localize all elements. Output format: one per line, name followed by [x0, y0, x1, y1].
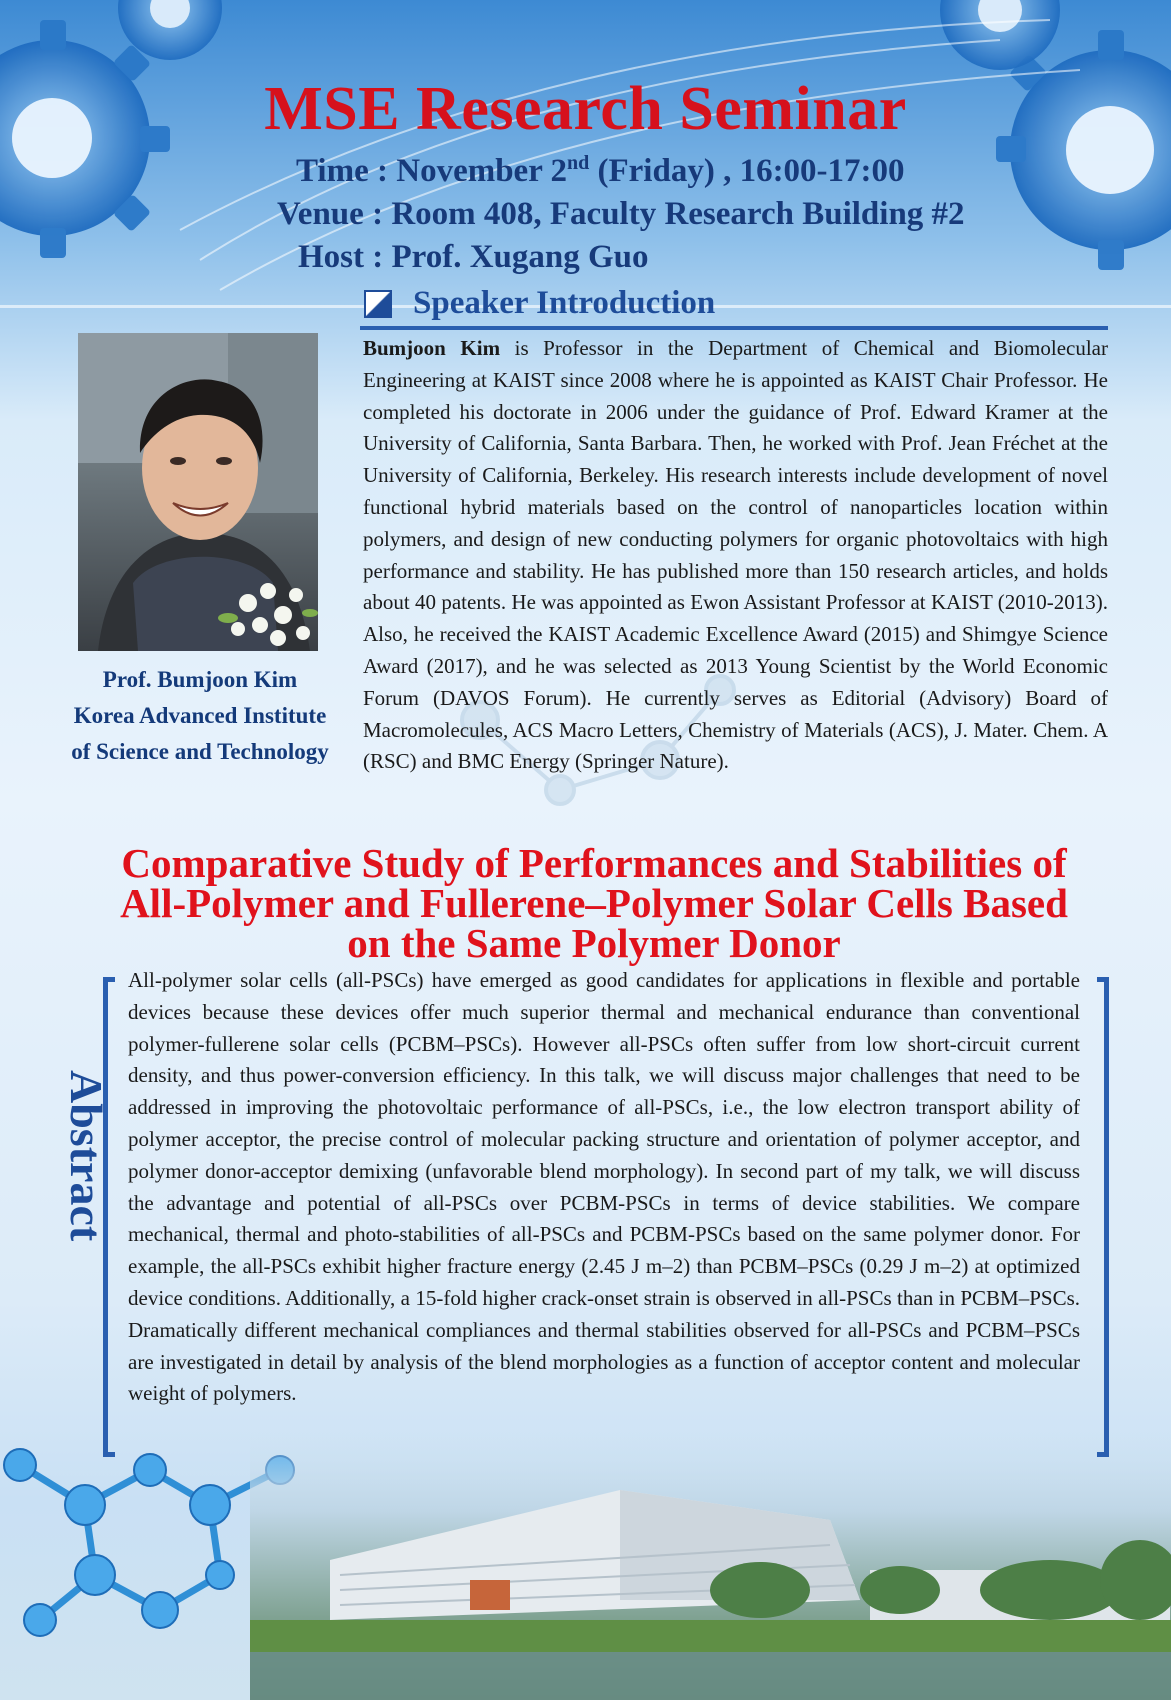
time-line: [296, 152, 905, 190]
talk-title-line2: All-Polymer and Fullerene–Polymer Solar Cells Based: [120, 880, 1068, 926]
host-label: Host: [298, 239, 364, 275]
time-label: Time: [296, 153, 369, 189]
venue-value: Room 408, Faculty Research Building #2: [391, 196, 965, 232]
venue-label: Venue: [277, 196, 364, 232]
time-value-rest: (Friday) , 16:00-17:00: [597, 153, 905, 189]
talk-title-line1: Comparative Study of Performances and Stabilities of: [121, 840, 1067, 886]
abstract-label: Abstract: [61, 1070, 112, 1242]
gear-icon: [996, 30, 1171, 270]
speaker-caption: [40, 662, 360, 770]
bio-name: Bumjoon Kim: [363, 336, 501, 360]
campus-building-image: [250, 1430, 1171, 1700]
speaker-affiliation-line1: Korea Advanced Institute: [73, 703, 327, 728]
talk-title: [80, 840, 1108, 966]
speaker-bio: [363, 333, 1108, 778]
venue-line: [277, 196, 965, 233]
speaker-photo: [78, 333, 318, 651]
right-bracket-decoration: [1097, 977, 1109, 1457]
speaker-affiliation-line2: of Science and Technology: [71, 739, 329, 764]
left-bracket-decoration: [103, 977, 115, 1457]
section-heading-text: Speaker Introduction: [413, 285, 716, 321]
square-bullet-icon: [364, 290, 392, 318]
separator: :: [372, 196, 384, 232]
separator: :: [376, 153, 388, 189]
bio-body: is Professor in the Department of Chemical and Biomolecular Engineering at KAIST since 2008 where he is appointed as KAIST Chair Professor. He completed his doctorate in 2006 under the guidance of Prof. Edward Kramer at the University of California, Santa Barbara. Then, he worked with Prof. Jean Fréchet at the University of California, Berkeley. His research interests include development of novel functional hybrid materials based on the control of nanoparticles location within polymers, and design of new conducting polymers for organic photovoltaics with high performance and stability. He has published more than 150 research articles, and holds about 40 patents. He was appointed as Ewon Assistant Professor at KAIST (2010-2013). Also, he received the KAIST Academic Excellence Award (2015) and Shimgye Science Award (2017), and he was selected as 2013 Young Scientist by the World Economic Forum (DAVOS Forum). He currently serves as Editorial (Advisory) Board of Macromolecules, ACS Macro Letters, Chemistry of Materials (ACS), J. Mater. Chem. A (RSC) and BMC Energy (Springer Nature).: [363, 336, 1108, 774]
poster-title: MSE Research Seminar: [264, 75, 907, 143]
host-value: Prof. Xugang Guo: [391, 239, 649, 275]
speaker-name: Prof. Bumjoon Kim: [102, 667, 298, 692]
abstract-text: All-polymer solar cells (all-PSCs) have emerged as good candidates for applications in flexible and portable devices because these devices offer much superior thermal and mechanical endurance than conventional polymer-fullerene solar cells (PCBM–PSCs). However all-PSCs often suffer from low short-circuit current density, and thus power-conversion efficiency. In this talk, we will discuss major challenges that need to be addressed in improving the photovoltaic performance of all-PSCs, i.e., the low electron transport ability of polymer acceptor, the precise control of molecular packing structure and orientation of polymer acceptor, and polymer donor-acceptor demixing (unfavorable blend morphology). In second part of my talk, we will discuss the advantage and potential of all-PSCs over PCBM-PSCs in terms of device stabilities. We compare mechanical, thermal and photo-stabilities of all-PSCs and PCBM-PSCs based on the same polymer donor. For example, the all-PSCs exhibit higher fracture energy (2.45 J m–2) than PCBM–PSCs (0.29 J m–2) at optimized device conditions. Additionally, a 15-fold higher crack-onset strain is observed in all-PSCs than in PCBM–PSCs. Dramatically different mechanical compliances and thermal stabilities observed for all-PSCs and PCBM–PSCs are investigated in detail by analysis of the blend morphologies as a function of acceptor content and molecular weight of polymers.: [128, 968, 1080, 1406]
time-value-main: November 2: [396, 153, 568, 189]
separator: :: [372, 239, 384, 275]
gear-icon: [940, 0, 1060, 70]
speaker-section-heading: [360, 286, 1108, 330]
talk-title-line3: on the Same Polymer Donor: [347, 920, 841, 966]
host-line: [298, 239, 649, 276]
time-value-sup: nd: [567, 152, 590, 174]
